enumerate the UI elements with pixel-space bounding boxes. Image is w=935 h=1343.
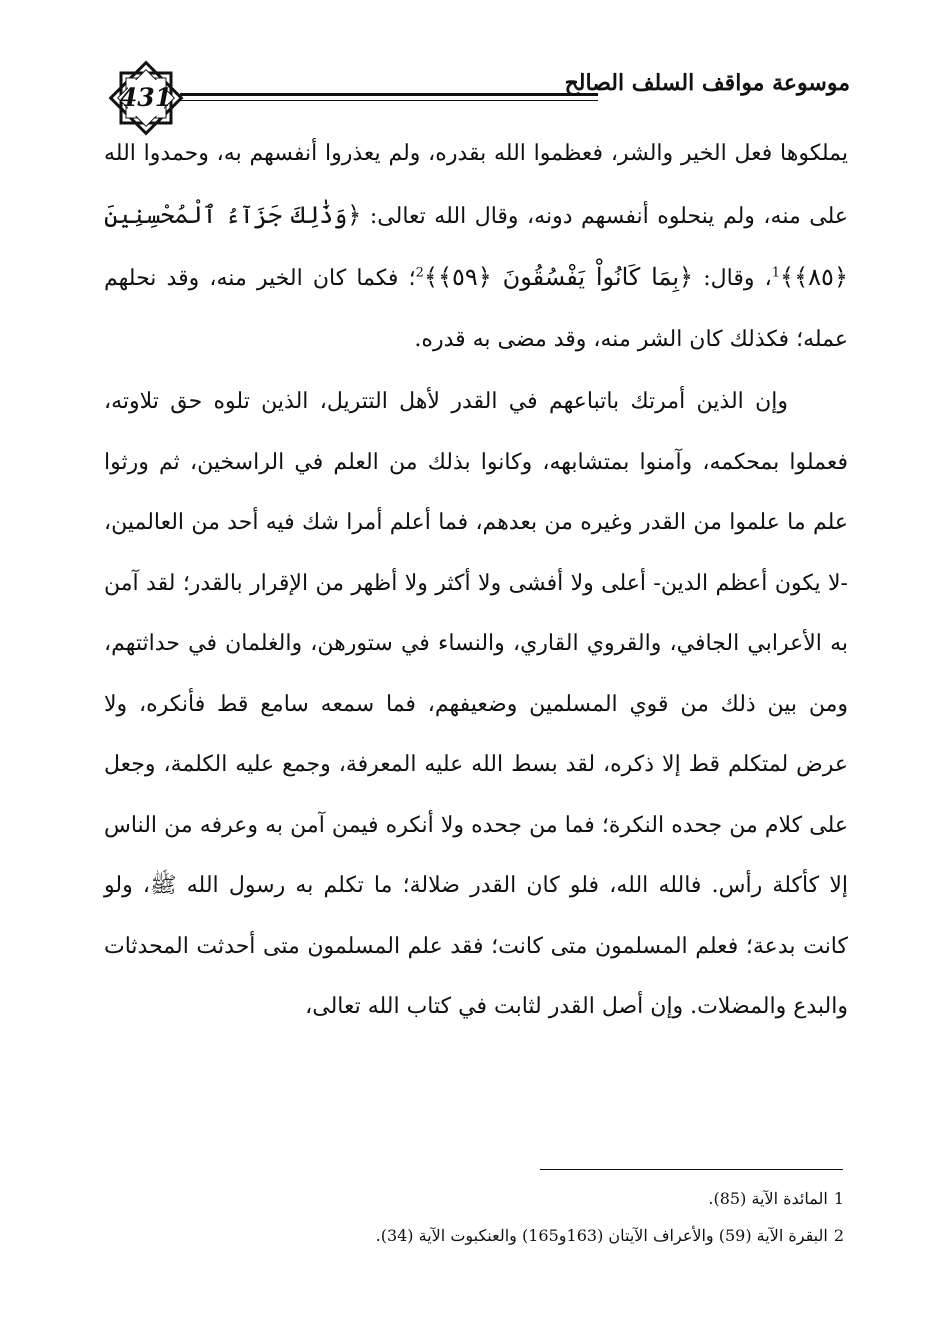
paragraph-1-text-a: يملكوها فعل الخير والشر، فعظموا الله بقدره، ولم يعذروا أنفسهم به، وحمدوا الله على منه، ولم ينحلوه أنفسهم دونه، وقال الله تعالى: xyxy=(104,141,849,229)
quran-quote-1: ﴿وَذَٰلِكَ جَزَآءُ ٱلْمُحْسِنِينَ ﴿٨٥﴾﴾ xyxy=(104,200,848,291)
book-title: موسوعة مواقف السلف الصالح xyxy=(564,70,850,96)
footnote-2-number: 2 xyxy=(833,1226,844,1245)
footnote-ref-2[interactable]: 2 xyxy=(415,265,424,281)
header-rule-thin xyxy=(180,100,598,101)
page-number: 431 xyxy=(119,83,173,112)
footnote-2 xyxy=(104,1217,844,1254)
footnote-ref-1[interactable]: 1 xyxy=(771,265,781,281)
paragraph-1-text-c: ؛ فكما كان الخير منه، وقد نحلهم عمله؛ فكذلك كان الشر منه، وقد مضى به قدره. xyxy=(104,266,848,352)
footnote-divider xyxy=(540,1169,843,1170)
footnote-1 xyxy=(104,1180,844,1217)
page-body xyxy=(104,124,848,1038)
paragraph-1-text-b: ، وقال: xyxy=(693,266,772,291)
header-rule-thick xyxy=(180,93,598,96)
paragraph-2: وإن الذين أمرتك باتباعهم في القدر لأهل التتريل، الذين تلوه حق تلاوته، فعملوا بمحكمه، وآمنوا بمتشابهه، وكانوا بذلك من العلم في الراسخين، ثم ورثوا علم ما علموا من القدر وغيره من بعدهم، فما أعلم أمرا شك فيه أحد من العالمين، -لا يكون أعظم الدين- أعلى ولا أفشى ولا أكثر ولا أظهر من الإقرار بالقدر؛ لقد آمن به الأعرابي الجافي، والقروي القاري، والنساء في ستورهن، والغلمان في حداثتهم، ومن بين ذلك من قوي المسلمين وضعيفهم، فما سمعه سامع قط فأنكره، ولا عرض لمتكلم قط إلا ذكره، لقد بسط الله عليه المعرفة، وجمع عليه الكلمة، وجعل على كلام من جحده النكرة؛ فما من جحده ولا أنكره فيمن آمن به وعرفه من الناس إلا كأكلة رأس. فالله الله، فلو كان القدر ضلالة؛ ما تكلم به رسول الله ﷺ، ولو كانت بدعة؛ فعلم المسلمون متى كانت؛ فقد علم المسلمون متى أحدثت المحدثات والبدع والمضلات. وإن أصل القدر لثابت في كتاب الله تعالى، xyxy=(104,389,848,1019)
footnote-2-text: البقرة الآية (59) والأعراف الآيتان (163و165) والعنكبوت الآية (34). xyxy=(375,1226,828,1245)
paragraph-1 xyxy=(104,124,848,370)
footnote-1-number: 1 xyxy=(833,1189,844,1208)
footnotes xyxy=(104,1180,844,1254)
footnote-1-text: المائدة الآية (85). xyxy=(708,1189,828,1208)
quran-quote-2: ﴿بِمَا كَانُواْ يَفْسُقُونَ ﴿٥٩﴾﴾ xyxy=(423,263,694,291)
